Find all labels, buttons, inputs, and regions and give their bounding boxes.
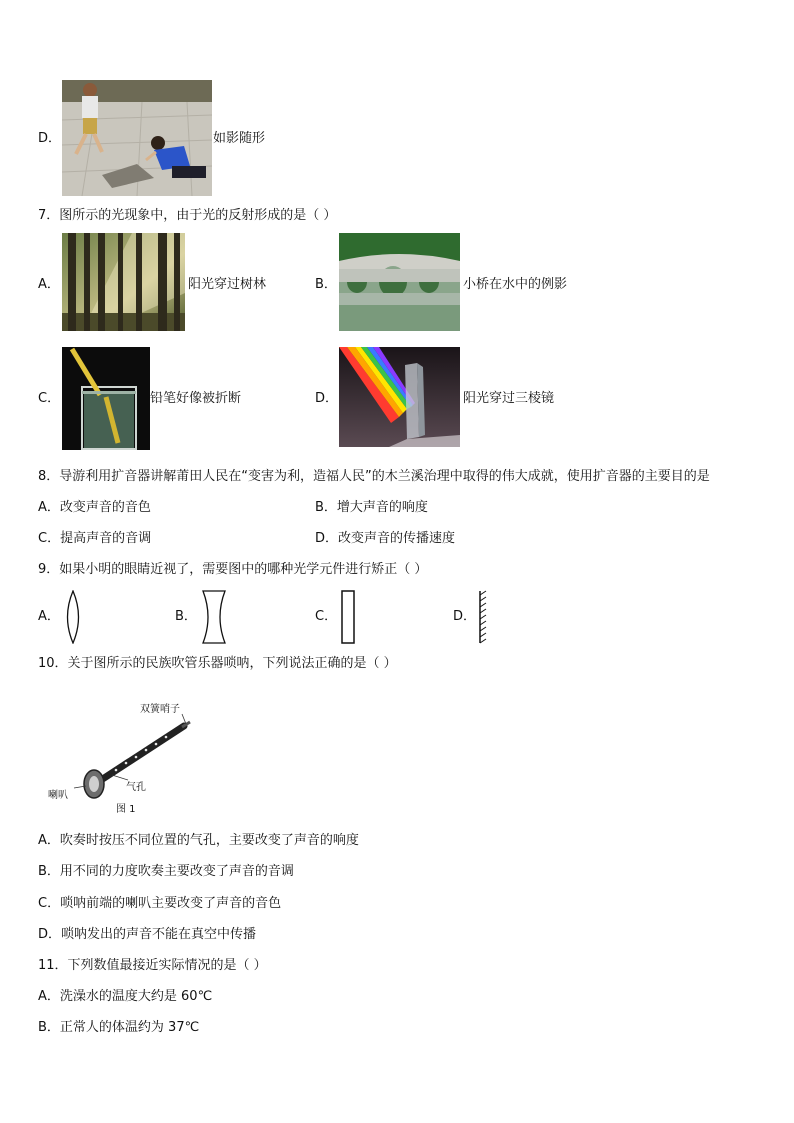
fig-caption: 图 1 <box>116 804 136 815</box>
q9-option-a: A． <box>38 609 60 624</box>
q9-option-d: D． <box>453 609 477 624</box>
q7-option-d-letter: D． <box>315 391 339 406</box>
q7-option-b-text: 小桥在水中的例影 <box>463 277 568 292</box>
q8-option-d: D．改变声音的传播速度 <box>315 531 456 546</box>
plane-mirror-icon <box>476 590 488 644</box>
q8-stem: 8．导游利用扩音器讲解莆田人民在“变害为利，造福人民”的木兰溪治理中取得的伟大成就，使用扩音器的主要目的是 <box>38 469 710 484</box>
q9-option-c: C． <box>315 609 338 624</box>
q7-option-b-letter: B． <box>315 277 337 292</box>
q10-option-c: C．唢呐前端的喇叭主要改变了声音的音色 <box>38 896 282 911</box>
q7-option-a-letter: A． <box>38 277 60 292</box>
q6-option-d-letter: D． <box>38 131 62 146</box>
q10-stem: 10．关于图所示的民族吹管乐器唢呐，下列说法正确的是（ ） <box>38 656 397 671</box>
q6-option-d-text: 如影随形 <box>213 131 266 146</box>
q9-stem: 9．如果小明的眼睛近视了，需要图中的哪种光学元件进行矫正（ ） <box>38 562 428 577</box>
q11-stem: 11．下列数值最接近实际情况的是（ ） <box>38 958 267 973</box>
q10-option-a: A．吹奏时按压不同位置的气孔，主要改变了声音的响度 <box>38 833 359 848</box>
fig-label-horn: 喇叭 <box>48 790 68 801</box>
fig-label-reed: 双簧哨子 <box>140 704 180 715</box>
q10-option-b: B．用不同的力度吹奏主要改变了声音的音调 <box>38 864 294 879</box>
q8-option-b: B．增大声音的响度 <box>315 500 428 515</box>
q7-option-d-text: 阳光穿过三棱镜 <box>463 391 555 406</box>
q11-option-b: B．正常人的体温约为 37℃ <box>38 1020 200 1035</box>
q7-pencil-in-water-photo <box>62 347 150 450</box>
fig-label-hole: 气孔 <box>126 782 146 793</box>
q7-option-a-text: 阳光穿过树林 <box>188 277 267 292</box>
q7-bridge-photo <box>339 233 460 331</box>
q8-option-a: A．改变声音的音色 <box>38 500 151 515</box>
q9-option-b: B． <box>175 609 197 624</box>
q7-forest-photo <box>62 233 185 331</box>
glass-slab-icon <box>340 590 356 644</box>
suona-figure <box>46 692 196 818</box>
q7-prism-photo <box>339 347 460 447</box>
q7-option-c-text: 铅笔好像被折断 <box>150 391 242 406</box>
q6-shadow-photo <box>62 80 212 196</box>
q8-option-c: C．提高声音的音调 <box>38 531 152 546</box>
concave-lens-icon <box>201 590 227 644</box>
convex-lens-icon <box>62 590 84 644</box>
q10-option-d: D．唢呐发出的声音不能在真空中传播 <box>38 927 257 942</box>
q7-option-c-letter: C． <box>38 391 61 406</box>
q11-option-a: A．洗澡水的温度大约是 60℃ <box>38 989 213 1004</box>
q7-stem: 7．图所示的光现象中，由于光的反射形成的是（ ） <box>38 208 337 223</box>
